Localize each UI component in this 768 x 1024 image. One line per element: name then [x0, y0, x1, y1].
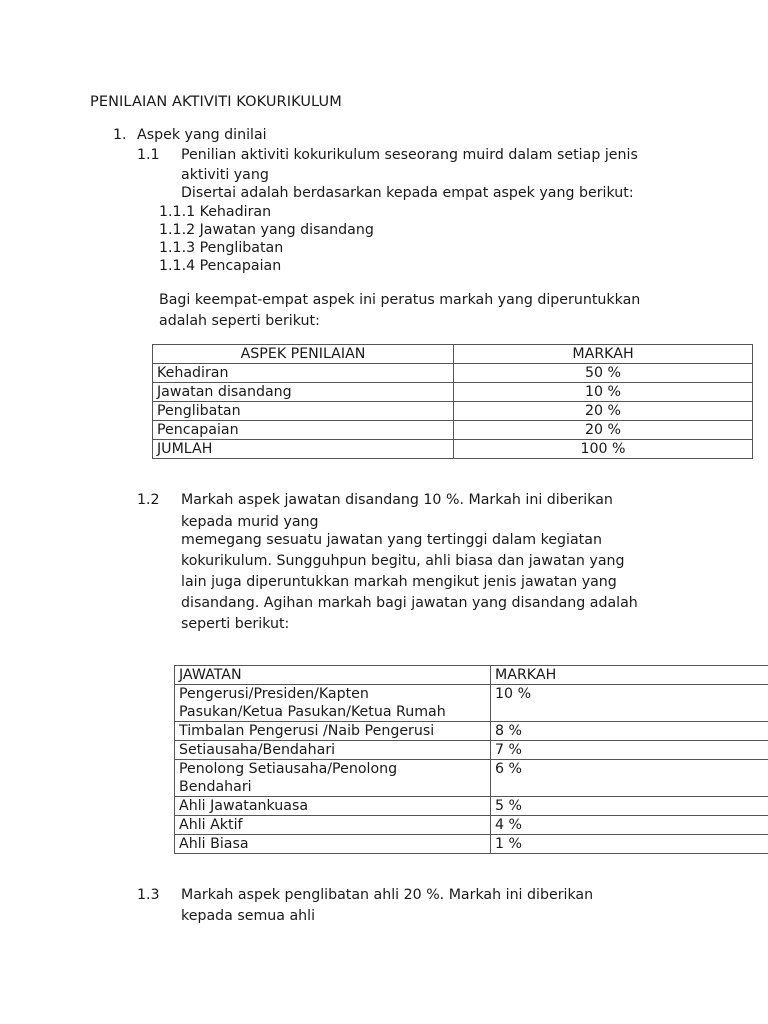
table-header-cell: ASPEK PENILAIAN	[153, 345, 454, 364]
list-item: 1.1.2 Jawatan yang disandang	[159, 222, 374, 238]
item-1-3-line1: Markah aspek penglibatan ahli 20 %. Markah ini diberikan	[181, 887, 594, 903]
table-cell: Ahli Jawatankuasa	[175, 797, 491, 816]
table-cell: 20 %	[454, 421, 753, 440]
table-cell: 1 %	[491, 835, 768, 854]
table-row	[153, 402, 753, 421]
table-cell: Timbalan Pengerusi /Naib Pengerusi	[175, 722, 491, 741]
table-cell: 20 %	[454, 402, 753, 421]
item-1-1-line1: Penilian aktiviti kokurikulum seseorang muird dalam setiap jenis	[181, 147, 638, 163]
table-row	[153, 440, 753, 459]
intro-line1: Bagi keempat-empat aspek ini peratus markah yang diperuntukkan	[159, 292, 641, 308]
table-cell: 8 %	[491, 722, 768, 741]
item-number-1-3: 1.3	[137, 887, 160, 903]
table-row	[175, 722, 768, 741]
table-row	[175, 835, 768, 854]
cell-line: Bendahari	[179, 779, 252, 795]
table-cell: 7 %	[491, 741, 768, 760]
table-cell: Kehadiran	[153, 364, 454, 383]
item-number-1-2: 1.2	[137, 492, 160, 508]
section-heading: Aspek yang dinilai	[137, 127, 267, 143]
cell-line: Pengerusi/Presiden/Kapten	[179, 686, 369, 702]
table-row	[175, 741, 768, 760]
section-number: 1.	[113, 127, 127, 143]
table-cell	[175, 685, 491, 722]
list-item: 1.1.3 Penglibatan	[159, 240, 284, 256]
table-cell: Penglibatan	[153, 402, 454, 421]
table-row	[153, 421, 753, 440]
item-1-2-line: kokurikulum. Sungguhpun begitu, ahli biasa dan jawatan yang	[181, 553, 625, 569]
table-row	[175, 760, 768, 797]
list-item: 1.1.4 Pencapaian	[159, 258, 282, 274]
cell-line: Penolong Setiausaha/Penolong	[179, 761, 398, 777]
table-cell: Ahli Biasa	[175, 835, 491, 854]
position-marks-table	[174, 665, 768, 854]
table-row	[175, 685, 768, 722]
table-cell: 50 %	[454, 364, 753, 383]
table-header-cell: MARKAH	[454, 345, 753, 364]
table-header-row	[175, 666, 768, 685]
table-cell: 5 %	[491, 797, 768, 816]
table-cell: Pencapaian	[153, 421, 454, 440]
table-cell: 6 %	[491, 760, 768, 797]
table-row	[153, 364, 753, 383]
table-cell	[175, 760, 491, 797]
table-header-cell: MARKAH	[491, 666, 768, 685]
cell-line: Pasukan/Ketua Pasukan/Ketua Rumah	[179, 704, 446, 720]
table-row	[153, 383, 753, 402]
item-1-2-line: disandang. Agihan markah bagi jawatan yang disandang adalah	[181, 595, 638, 611]
item-1-2-line: kepada murid yang	[181, 514, 319, 530]
item-number-1-1: 1.1	[137, 147, 160, 163]
table-row	[175, 797, 768, 816]
table-cell: 4 %	[491, 816, 768, 835]
item-1-2-line: seperti berikut:	[181, 616, 290, 632]
item-1-2-line: lain juga diperuntukkan markah mengikut jenis jawatan yang	[181, 574, 617, 590]
item-1-2-line: memegang sesuatu jawatan yang tertinggi dalam kegiatan	[181, 532, 602, 548]
item-1-1-line2: aktiviti yang	[181, 167, 269, 183]
table-cell: 100 %	[454, 440, 753, 459]
item-1-3-line2: kepada semua ahli	[181, 908, 316, 924]
item-1-2-line: Markah aspek jawatan disandang 10 %. Markah ini diberikan	[181, 492, 613, 508]
table-cell: Jawatan disandang	[153, 383, 454, 402]
table-cell: JUMLAH	[153, 440, 454, 459]
intro-line2: adalah seperti berikut:	[159, 313, 320, 329]
table-header-cell: JAWATAN	[175, 666, 491, 685]
table-cell: 10 %	[491, 685, 768, 722]
table-cell: 10 %	[454, 383, 753, 402]
aspect-marks-table	[152, 344, 753, 459]
table-cell: Ahli Aktif	[175, 816, 491, 835]
item-1-1-line3: Disertai adalah berdasarkan kepada empat aspek yang berikut:	[181, 185, 634, 201]
list-item: 1.1.1 Kehadiran	[159, 204, 272, 220]
table-row	[175, 816, 768, 835]
table-header-row	[153, 345, 753, 364]
page-title: PENILAIAN AKTIVITI KOKURIKULUM	[90, 94, 342, 110]
table-cell: Setiausaha/Bendahari	[175, 741, 491, 760]
